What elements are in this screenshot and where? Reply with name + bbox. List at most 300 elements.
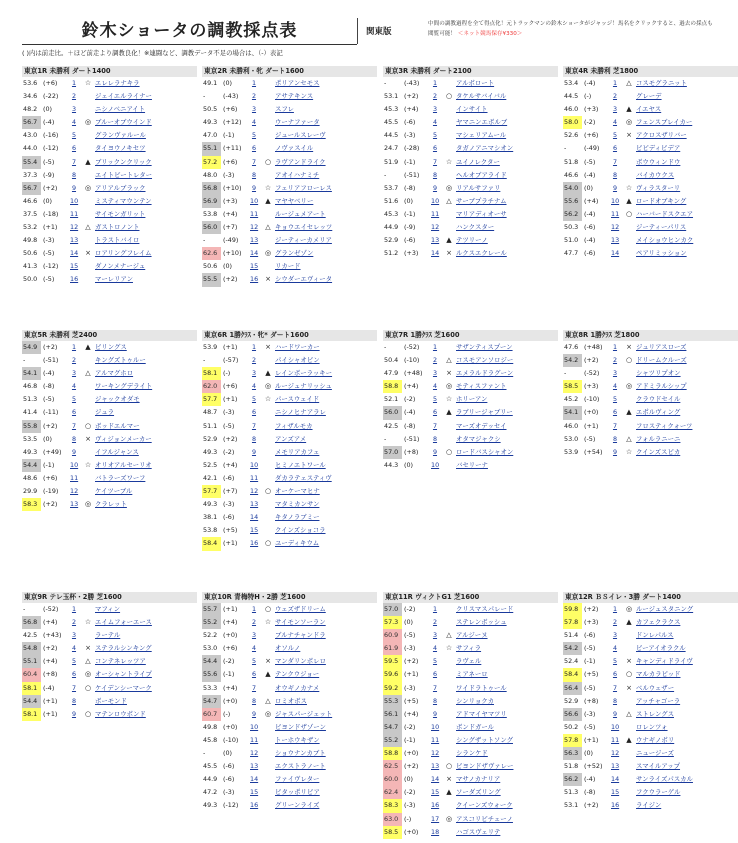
horse-name-link[interactable]: ボッドエルマー	[95, 421, 140, 430]
description	[428, 19, 718, 39]
horse-name-link[interactable]: タイヨウノキセツ	[95, 144, 146, 153]
horse-name-link[interactable]: ラブリージャブリー	[456, 408, 513, 417]
race-title: 東京9R テレ玉杯・2勝 芝1600	[22, 592, 197, 603]
horse-name-link[interactable]: ワイドラトゥール	[456, 683, 507, 692]
horse-row	[202, 472, 377, 485]
race-block	[383, 330, 558, 472]
score: 54.4	[202, 655, 221, 668]
race-block	[563, 330, 738, 459]
horse-name-link[interactable]: ヘルオブアライド	[456, 170, 507, 179]
score: 50.6	[203, 262, 218, 271]
horse-name-link[interactable]: カフェクラクス	[636, 618, 681, 627]
score-diff: (+2)	[404, 762, 419, 771]
score: 57.0	[383, 446, 402, 459]
horse-number: 1	[612, 605, 618, 613]
horse-row	[202, 406, 377, 419]
horse-name-link[interactable]: ヴィジョンメーカー	[95, 434, 152, 443]
horse-name-link[interactable]: ハーバードスクエア	[636, 209, 694, 218]
horse-name-link[interactable]: リアルサファリ	[456, 183, 501, 192]
horse-name-link[interactable]: ドリームクルーズ	[636, 356, 687, 365]
horse-number: 2	[432, 356, 438, 365]
horse-name-link[interactable]: トーホウキザン	[275, 735, 320, 744]
prediction-mark: ○	[264, 487, 272, 496]
horse-row	[383, 616, 558, 629]
score: 51.0	[564, 236, 579, 245]
horse-name-link[interactable]: フロスティクォーツ	[636, 421, 693, 430]
horse-name-link[interactable]: メイショウヒンカク	[636, 236, 694, 245]
horse-name-link[interactable]: イフルジャンス	[95, 447, 139, 456]
horse-name-link[interactable]: サンライズパスカル	[636, 775, 693, 784]
horse-row	[22, 420, 197, 433]
score-diff: (+4)	[223, 209, 238, 218]
horse-name-link[interactable]: フェンスブレイカー	[636, 118, 693, 127]
horse-name-link[interactable]: ラーテル	[95, 631, 121, 640]
score: 43.0	[23, 131, 38, 140]
horse-name-link[interactable]: ショウナンカブト	[275, 749, 326, 758]
horse-name-link[interactable]: インサイト	[456, 105, 488, 114]
horse-name-link[interactable]: マテンロウボンド	[95, 709, 146, 718]
horse-name-link[interactable]: サーブプラチナム	[456, 196, 507, 205]
score: 52.9	[203, 434, 218, 443]
horse-name-link[interactable]: ステレンボッシュ	[456, 618, 507, 627]
horse-number: 15	[611, 788, 620, 797]
score-diff: (+0)	[584, 408, 599, 417]
horse-name-link[interactable]: ジーティーカメリア	[275, 236, 332, 245]
horse-name-link[interactable]: ダカラテェスティヴ	[275, 473, 332, 482]
horse-name-link[interactable]: ブリックンクリック	[95, 157, 152, 166]
score-diff: (-6)	[404, 118, 416, 127]
horse-row	[202, 498, 377, 511]
horse-name-link[interactable]: ビヨンドザヴァレー	[456, 762, 514, 771]
horse-name-link[interactable]: ボンドガール	[456, 722, 495, 731]
horse-name-link[interactable]: ジュラ	[95, 408, 115, 417]
horse-name-link[interactable]: グランゼゾン	[275, 249, 314, 258]
horse-name-link[interactable]: ワーキングデライト	[95, 382, 153, 391]
horse-row	[563, 642, 738, 655]
horse-name-link[interactable]: グレーデ	[636, 92, 662, 101]
prediction-mark: ▲	[626, 618, 632, 627]
score: 49.8	[23, 236, 38, 245]
horse-name-link[interactable]: フィザルモカ	[275, 421, 313, 430]
prediction-mark: ◎	[264, 382, 272, 391]
prediction-mark: △	[626, 79, 632, 87]
horse-row	[563, 786, 738, 799]
horse-name-link[interactable]: ルージュナリッシュ	[275, 382, 332, 391]
prediction-mark: ○	[625, 356, 633, 365]
horse-name-link[interactable]: ヒミノエトワール	[275, 460, 326, 469]
horse-name-link[interactable]: ビーアイオラクル	[636, 644, 686, 653]
horse-name-link[interactable]: ロードオブキング	[636, 196, 687, 205]
horse-name-link[interactable]: サイモンソーラン	[275, 618, 326, 627]
horse-name-link[interactable]: シンリョクカ	[456, 696, 494, 705]
score-diff: (-2)	[404, 395, 416, 404]
horse-row	[22, 668, 197, 681]
horse-name-link[interactable]: ヤマニンエボルブ	[456, 118, 508, 127]
horse-name-link[interactable]: エイムフォーエース	[95, 618, 152, 627]
horse-name-link[interactable]: ジーティーパリス	[636, 223, 687, 232]
horse-name-link[interactable]: マンダリンボレロ	[275, 657, 326, 666]
horse-name-link[interactable]: スマイルアップ	[636, 762, 681, 771]
horse-name-link[interactable]: ポリアンセモス	[275, 79, 320, 87]
horse-name-link[interactable]: イエヤス	[636, 105, 662, 114]
score: 56.0	[202, 221, 221, 234]
score: 56.3	[563, 747, 582, 760]
horse-name-link[interactable]: サイモンガリット	[95, 209, 146, 218]
prediction-mark: ○	[264, 539, 272, 548]
horse-name-link[interactable]: ペアリミッション	[636, 249, 687, 258]
horse-number: 5	[612, 131, 618, 140]
horse-name-link[interactable]: ステラルシンキング	[95, 644, 152, 653]
horse-name-link[interactable]: ブルナチャンドラ	[275, 631, 326, 640]
horse-name-link[interactable]: ウェズザドリーム	[275, 605, 326, 613]
score-diff: (+4)	[404, 105, 419, 114]
horse-name-link[interactable]: アンズアメ	[275, 434, 307, 443]
horse-number: 15	[250, 262, 259, 271]
horse-name-link[interactable]: パイシャオビン	[275, 356, 320, 365]
horse-name-link[interactable]: エレレラナキラ	[95, 79, 140, 87]
horse-name-link[interactable]: ケイデンシーマーク	[95, 683, 152, 692]
score: 44.9	[384, 223, 399, 232]
score: 53.9	[564, 447, 579, 456]
horse-name-link[interactable]: ダノンメナージュ	[95, 262, 146, 271]
horse-row	[22, 380, 197, 393]
prediction-mark: ◎	[84, 118, 92, 127]
horse-name-link[interactable]: トラストバイロ	[95, 236, 140, 245]
horse-number: 12	[431, 749, 440, 758]
score-diff: (-4)	[43, 683, 55, 692]
prediction-mark: ◎	[445, 183, 453, 192]
score: 58.1	[22, 682, 41, 695]
score-diff: (+5)	[404, 696, 419, 705]
score: 55.5	[202, 273, 221, 286]
horse-name-link[interactable]: コスモグラニット	[636, 79, 687, 87]
horse-name-link[interactable]: レインボーラッキー	[275, 369, 333, 378]
horse-number: 12	[250, 223, 259, 232]
score-diff: (-6)	[223, 762, 235, 771]
prediction-mark: ○	[625, 209, 633, 218]
horse-name-link[interactable]: ラヴェル	[456, 657, 482, 666]
score: 48.0	[203, 170, 218, 179]
purchase-link[interactable]: ＜ネット競馬保存¥330＞	[457, 31, 523, 37]
score-diff: (+0)	[223, 696, 238, 705]
horse-name-link[interactable]: バイカウクス	[636, 170, 675, 179]
horse-name-link[interactable]: ドンレパルス	[636, 631, 674, 640]
horse-number: 9	[612, 447, 618, 456]
horse-name-link[interactable]: オーケーマヒナ	[275, 487, 320, 496]
horse-name-link[interactable]: ニシノヒナアラレ	[275, 408, 326, 417]
horse-row	[22, 273, 197, 286]
horse-number: 6	[432, 144, 438, 153]
horse-row	[22, 459, 197, 472]
horse-name-link[interactable]: ピピディピデア	[636, 144, 681, 153]
score: 45.5	[384, 118, 399, 127]
score-diff: (+7)	[223, 487, 238, 496]
horse-name-link[interactable]: ミアネーロ	[456, 670, 488, 679]
score: 41.3	[23, 262, 38, 271]
horse-name-link[interactable]: ミスティマウンテン	[95, 196, 152, 205]
score: 56.7	[22, 116, 41, 129]
score-diff: (-2)	[404, 788, 416, 797]
score-diff: (+6)	[584, 131, 599, 140]
horse-name-link[interactable]: ノヴァスイル	[275, 144, 314, 153]
horse-name-link[interactable]: ケイツーブル	[95, 487, 133, 496]
horse-number: 1	[251, 79, 257, 87]
horse-name-link[interactable]: サザンティスプーン	[456, 343, 513, 351]
horse-name-link[interactable]: フェリアフローレス	[275, 183, 332, 192]
horse-number: 14	[611, 249, 620, 258]
horse-name-link[interactable]: マフィン	[95, 605, 121, 613]
horse-row	[563, 708, 738, 721]
horse-name-link[interactable]: ラヴアンドライク	[275, 157, 326, 166]
horse-name-link[interactable]: ジュールスレーヴ	[275, 131, 326, 140]
horse-name-link[interactable]: アクロスザリバー	[636, 131, 687, 140]
horse-name-link[interactable]: ボウウィンドウ	[636, 157, 681, 166]
horse-name-link[interactable]: クラウドセイル	[636, 395, 681, 404]
horse-name-link[interactable]: スフレ	[275, 105, 294, 114]
horse-name-link[interactable]: ガストロノント	[95, 223, 140, 232]
score: 63.0	[383, 813, 402, 826]
horse-name-link[interactable]: ビヨンドザゾーン	[275, 722, 326, 731]
horse-name-link[interactable]: ジャックオダモ	[95, 395, 140, 404]
score-diff: (-3)	[223, 408, 235, 417]
score: 62.4	[383, 786, 402, 799]
horse-number: 1	[71, 343, 77, 351]
horse-name-link[interactable]: オタマジャクシ	[456, 434, 501, 443]
horse-name-link[interactable]: アリアルブラック	[95, 183, 146, 192]
horse-number: 5	[612, 395, 618, 404]
race-block	[202, 330, 377, 551]
prediction-mark: ▲	[85, 157, 91, 166]
horse-name-link[interactable]: ウナギノボリ	[636, 735, 675, 744]
horse-row	[563, 721, 738, 734]
score: 55.4	[22, 156, 41, 169]
prediction-mark: △	[85, 369, 91, 378]
horse-name-link[interactable]: ジェイエルライナー	[95, 92, 152, 101]
horse-number: 12	[611, 223, 620, 232]
horse-name-link[interactable]: マタミカンサン	[275, 500, 320, 509]
horse-name-link[interactable]: リカード	[275, 262, 301, 271]
horse-name-link[interactable]: キタノラブミー	[275, 513, 320, 522]
horse-name-link[interactable]: マヤヤベリー	[275, 196, 314, 205]
horse-name-link[interactable]: ホリーアン	[456, 395, 488, 404]
horse-name-link[interactable]: ストレングス	[636, 709, 674, 718]
horse-name-link[interactable]: コンテネレッツア	[95, 657, 146, 666]
horse-name-link[interactable]: マリアディオーサ	[456, 209, 507, 218]
score-diff: (+4)	[404, 709, 419, 718]
score: 55.2	[202, 616, 221, 629]
horse-row	[22, 446, 197, 459]
horse-number: 3	[71, 369, 77, 378]
horse-name-link[interactable]: オウギノカナメ	[275, 683, 320, 692]
score-diff: (-51)	[404, 434, 420, 443]
horse-name-link[interactable]: アルマグホロ	[95, 369, 134, 378]
horse-name-link[interactable]: タガノアニマシオン	[456, 144, 514, 153]
score-diff: (-28)	[404, 144, 420, 153]
score-diff: (-2)	[404, 605, 416, 613]
score-diff: (-3)	[404, 801, 416, 810]
horse-name-link[interactable]: コスモアンソロジー	[456, 356, 514, 365]
horse-name-link[interactable]: マーズオデッセイ	[456, 421, 507, 430]
prediction-mark: ○	[445, 762, 453, 771]
horse-name-link[interactable]: ファイヴレター	[275, 775, 320, 784]
score: 60.4	[22, 668, 41, 681]
horse-name-link[interactable]: バセリーナ	[456, 460, 488, 469]
horse-row	[563, 247, 738, 260]
horse-name-link[interactable]: エメラルドラグーン	[456, 369, 514, 378]
score-diff: (-3)	[43, 236, 55, 245]
horse-name-link[interactable]: アオイハナミチ	[275, 170, 320, 179]
score-diff: (-8)	[43, 382, 55, 391]
horse-name-link[interactable]: ブルーオブウインド	[95, 118, 152, 127]
horse-row	[22, 498, 197, 511]
score: 51.8	[564, 762, 579, 771]
horse-name-link[interactable]: エクストラノート	[275, 762, 326, 771]
horse-name-link[interactable]: ルクスエクレール	[456, 249, 507, 258]
horse-name-link[interactable]: クラレット	[95, 500, 127, 509]
horse-name-link[interactable]: シャツリプオン	[636, 369, 681, 378]
horse-name-link[interactable]: ハゴスヴェリテ	[456, 827, 501, 836]
horse-name-link[interactable]: シングザットソング	[456, 735, 513, 744]
score: 58.0	[563, 116, 582, 129]
horse-name-link[interactable]: キョウエイセレッツ	[275, 223, 333, 232]
horse-name-link[interactable]: シウダーエヴィータ	[275, 275, 333, 284]
horse-name-link[interactable]: ロレンツォ	[636, 722, 668, 731]
score-diff: (-12)	[43, 262, 59, 271]
horse-row	[563, 208, 738, 221]
horse-row	[202, 537, 377, 550]
horse-row	[383, 195, 558, 208]
horse-name-link[interactable]: アドマイヤマツリ	[456, 709, 507, 718]
score: 52.1	[384, 395, 399, 404]
horse-name-link[interactable]: ハンクスター	[456, 223, 495, 232]
horse-name-link[interactable]: ニュージーズ	[636, 749, 674, 758]
horse-name-link[interactable]: ジュリアスローズ	[636, 343, 687, 351]
horse-name-link[interactable]: ボーモンド	[95, 696, 127, 705]
horse-name-link[interactable]: アサテキンス	[275, 92, 314, 101]
horse-name-link[interactable]: アルジーヌ	[456, 631, 488, 640]
score-diff: (-4)	[43, 118, 55, 127]
horse-row	[202, 642, 377, 655]
horse-name-link[interactable]: フォルラニーニ	[636, 434, 681, 443]
horse-name-link[interactable]: メモリアカフェ	[275, 447, 320, 456]
horse-name-link[interactable]: サフィラ	[456, 644, 482, 653]
horse-number: 15	[250, 788, 259, 797]
horse-name-link[interactable]: マサノカナリア	[456, 775, 501, 784]
horse-name-link[interactable]: アルボロート	[456, 79, 495, 87]
horse-row	[202, 195, 377, 208]
horse-name-link[interactable]: グランヴァルール	[95, 131, 146, 140]
score-diff: (-16)	[43, 131, 59, 140]
horse-number: 7	[71, 683, 77, 692]
horse-name-link[interactable]: アスコリピチェーノ	[456, 814, 513, 823]
horse-name-link[interactable]: ユーディキウム	[275, 539, 320, 548]
score: 49.1	[203, 79, 218, 87]
horse-name-link[interactable]: モティスファント	[456, 382, 507, 391]
horse-name-link[interactable]: ロミオボス	[275, 696, 307, 705]
horse-name-link[interactable]: ビリングス	[95, 343, 127, 351]
horse-name-link[interactable]: マシェリアムール	[456, 131, 507, 140]
prediction-mark: ◎	[625, 605, 633, 613]
horse-name-link[interactable]: ヴィラスターリ	[636, 183, 681, 192]
score-diff: (+6)	[43, 473, 58, 482]
horse-name-link[interactable]: ライジン	[636, 801, 662, 810]
horse-name-link[interactable]: シランケド	[456, 749, 488, 758]
horse-name-link[interactable]: ピタッポリピア	[275, 788, 320, 797]
horse-name-link[interactable]: エイトビートレター	[95, 170, 153, 179]
horse-number: 5	[251, 657, 257, 666]
horse-name-link[interactable]: マーレリアン	[95, 275, 133, 284]
horse-name-link[interactable]: ルージュスタニング	[636, 605, 694, 613]
horse-name-link[interactable]: ジャスパージェット	[275, 709, 333, 718]
horse-name-link[interactable]: テツリーノ	[456, 236, 488, 245]
horse-name-link[interactable]: バトラーズワーフ	[95, 473, 146, 482]
score-diff: (-19)	[43, 487, 59, 496]
horse-row	[202, 485, 377, 498]
horse-name-link[interactable]: ロアリングフレイム	[95, 249, 152, 258]
score: 53.1	[564, 801, 579, 810]
horse-name-link[interactable]: クリスマスパレード	[456, 605, 514, 613]
horse-name-link[interactable]: ユイノレクター	[456, 157, 500, 166]
horse-number: 13	[70, 236, 79, 245]
horse-name-link[interactable]: アッチャゴーラ	[636, 696, 681, 705]
prediction-mark: ×	[626, 343, 632, 351]
horse-name-link[interactable]: タケルサバイバル	[456, 92, 507, 101]
horse-name-link[interactable]: パースウェイド	[275, 395, 320, 404]
horse-name-link[interactable]: マルカラピッド	[636, 670, 681, 679]
horse-name-link[interactable]: エポルヴィング	[636, 408, 681, 417]
score: 42.5	[23, 631, 38, 640]
score-diff: (+7)	[223, 223, 238, 232]
title-box	[22, 18, 358, 44]
horse-name-link[interactable]: オソルノ	[275, 644, 301, 653]
horse-name-link[interactable]: ハードワーカー	[275, 343, 320, 351]
horse-name-link[interactable]: キャンディドライヴ	[636, 657, 693, 666]
score: 50.6	[23, 249, 38, 258]
horse-name-link[interactable]: テンクウジョー	[275, 670, 320, 679]
horse-number: 11	[611, 209, 620, 218]
horse-name-link[interactable]: ロードバスシャオン	[456, 447, 514, 456]
horse-name-link[interactable]: ルージュメアート	[275, 209, 326, 218]
score: 46.8	[23, 382, 38, 391]
horse-name-link[interactable]: オーシャントライプ	[95, 670, 152, 679]
horse-row	[22, 655, 197, 668]
horse-name-link[interactable]: ニシノベニアイト	[95, 105, 146, 114]
horse-name-link[interactable]: クインズショコラ	[275, 526, 326, 535]
score: 51.3	[564, 788, 579, 797]
horse-row	[202, 90, 377, 103]
horse-row	[563, 142, 738, 155]
horse-row	[563, 695, 738, 708]
horse-name-link[interactable]: ウーナファータ	[275, 118, 320, 127]
horse-name-link[interactable]: オリオアルセーリオ	[95, 460, 152, 469]
horse-name-link[interactable]: フクウラーゲル	[636, 788, 681, 797]
horse-name-link[interactable]: ベルウェザー	[636, 683, 675, 692]
horse-name-link[interactable]: グリーンライズ	[275, 801, 320, 810]
horse-name-link[interactable]: クインズスピカ	[636, 447, 681, 456]
horse-number: 1	[71, 605, 77, 613]
score-diff: (-4)	[584, 79, 596, 87]
horse-name-link[interactable]: キングズトゥルー	[95, 356, 146, 365]
horse-row	[383, 77, 558, 90]
page-title: 鈴木ショータの調教採点表	[81, 21, 298, 41]
horse-name-link[interactable]: ソーダズリング	[456, 788, 501, 797]
horse-name-link[interactable]: クイーンズウォーク	[456, 801, 513, 810]
horse-number: 13	[431, 762, 440, 771]
horse-row	[563, 760, 738, 773]
score: 53.2	[23, 223, 38, 232]
horse-name-link[interactable]: アドミラルシップ	[636, 382, 687, 391]
horse-row	[383, 142, 558, 155]
